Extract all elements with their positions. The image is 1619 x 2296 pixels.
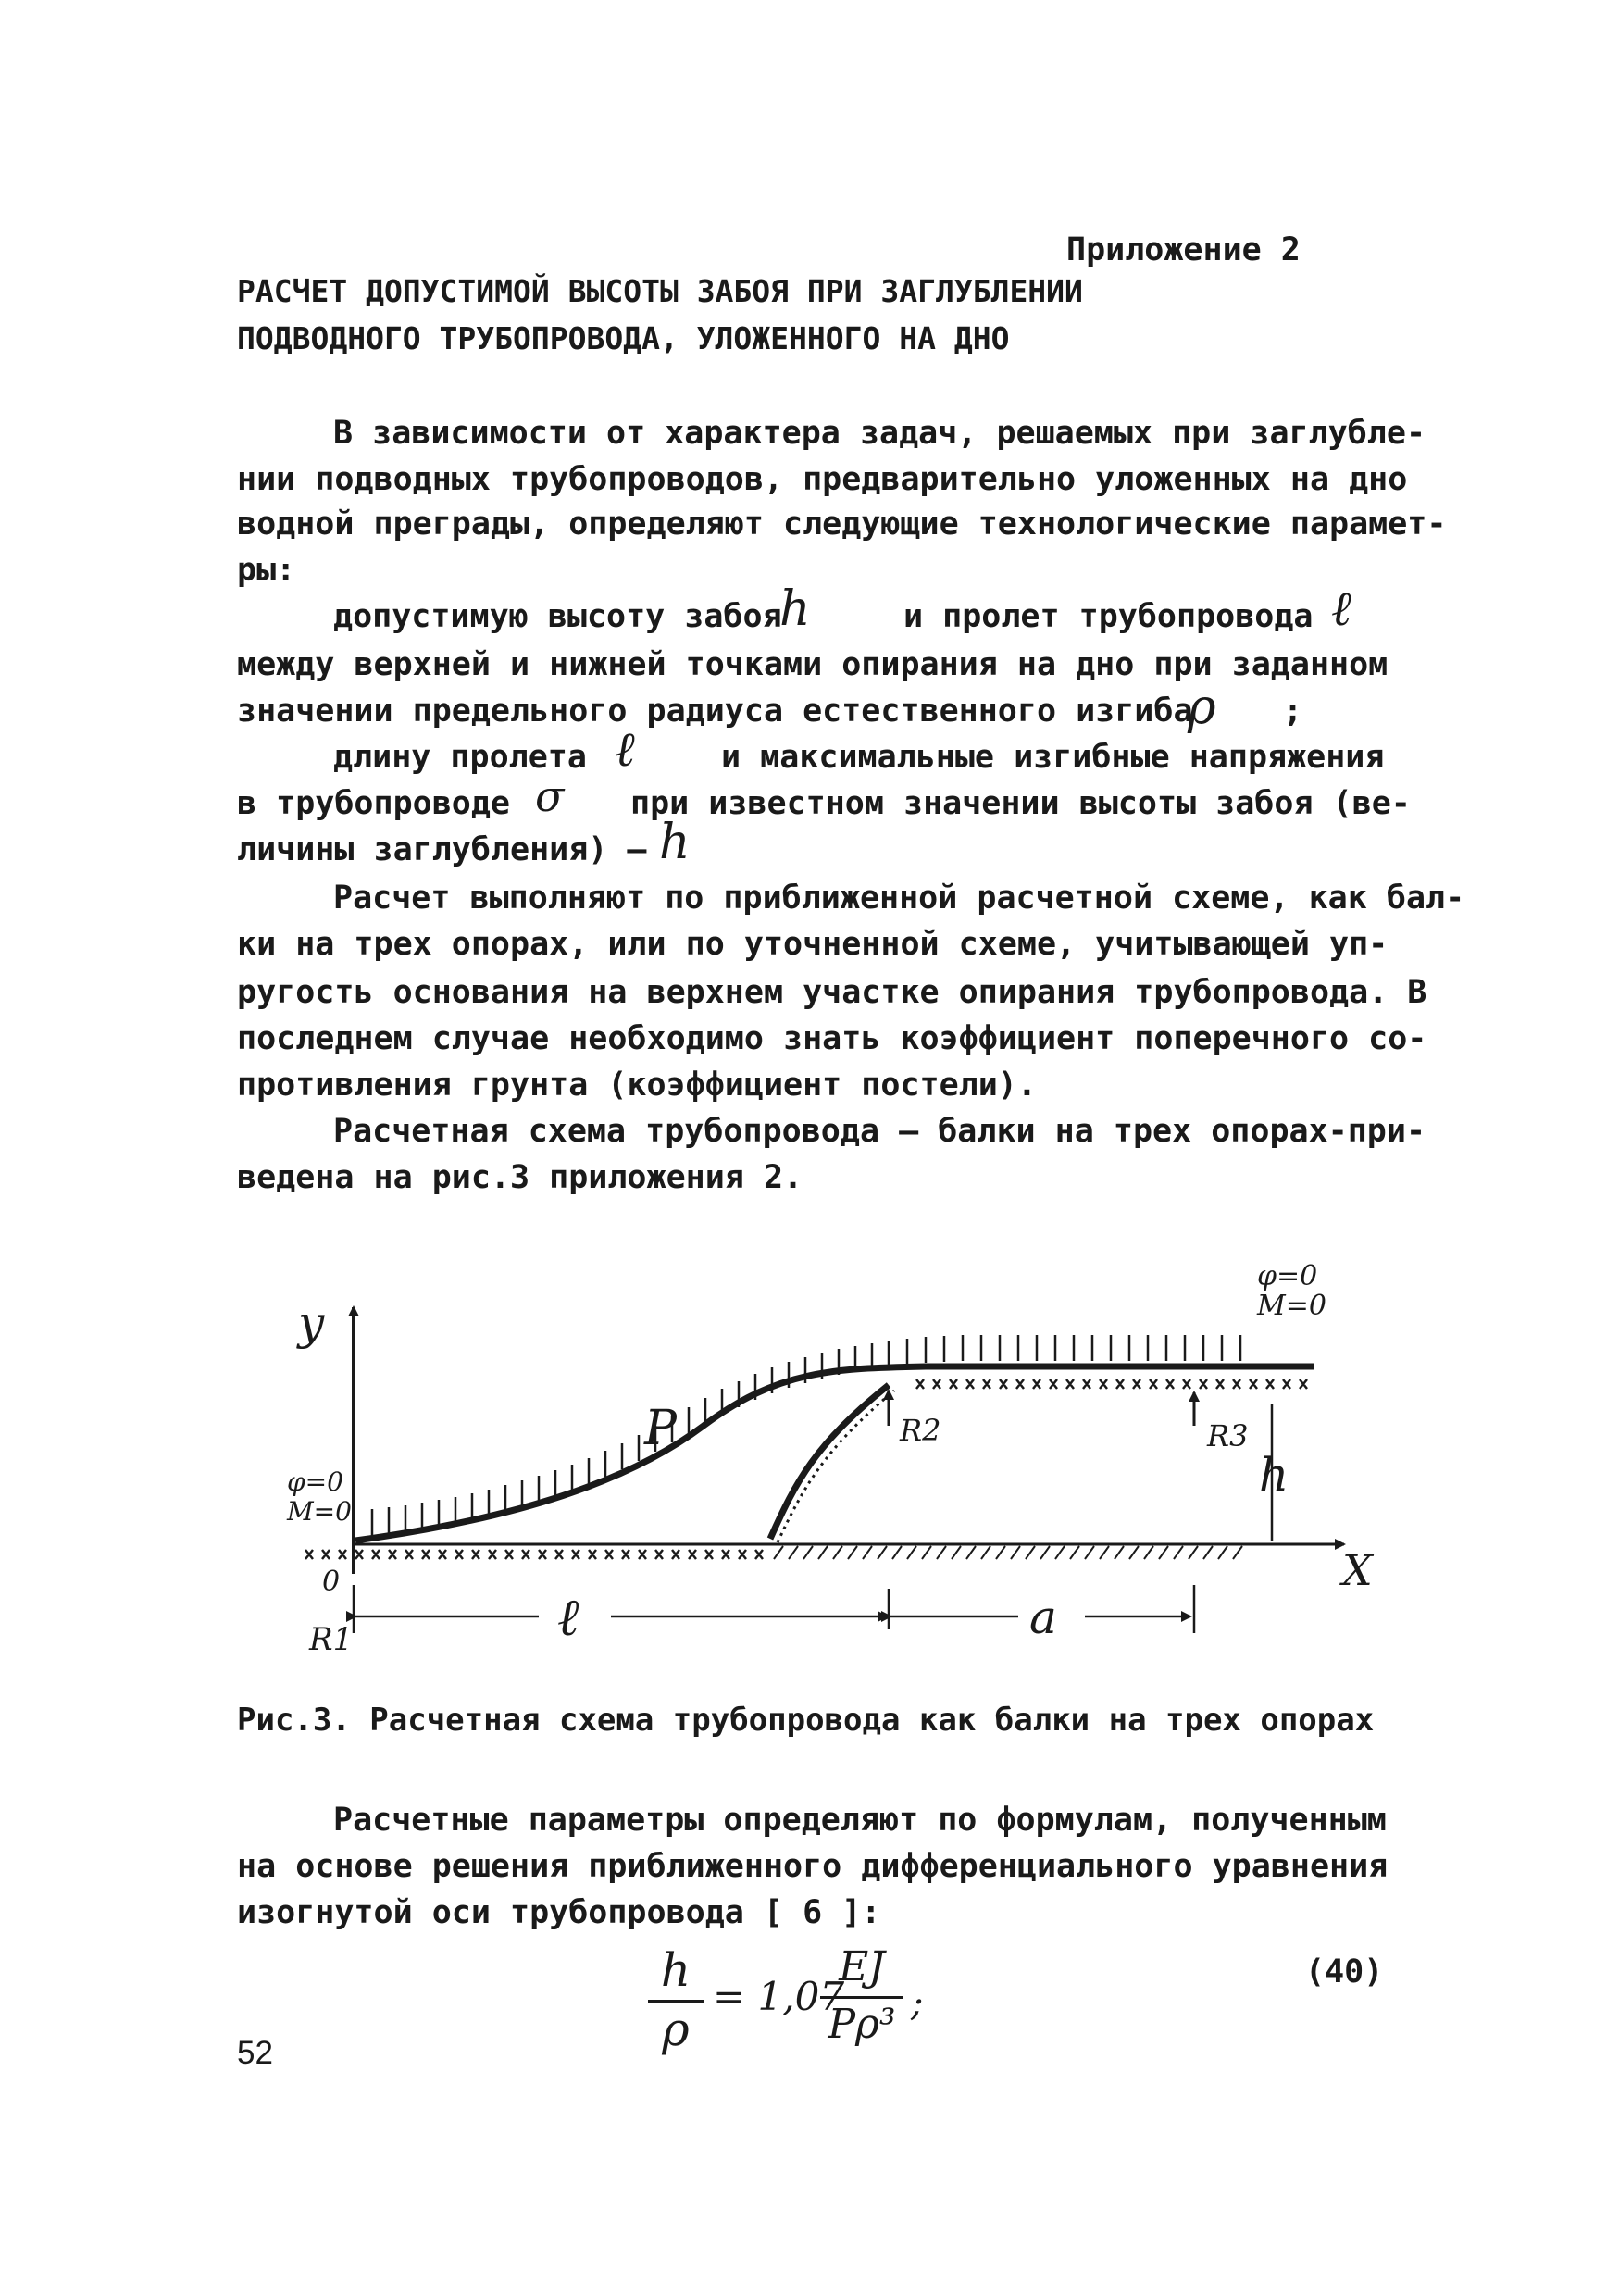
item2-text-b2: при известном значении высоты забоя (ве-	[630, 785, 1411, 822]
formula-terminator: ;	[911, 1982, 924, 2025]
intro-line-4: ры:	[237, 552, 296, 589]
title-line-1: РАСЧЕТ ДОПУСТИМОЙ ВЫСОТЫ ЗАБОЯ ПРИ ЗАГЛУБЛЕНИИ	[237, 273, 1083, 309]
y-axis-label: y	[298, 1296, 325, 1350]
right-bc-phi: φ=0	[1257, 1260, 1318, 1292]
intro-line-1: В зависимости от характера задач, решаемых при заглубле-	[333, 415, 1426, 452]
item1-line-2: между верхней и нижней точками опирания на дно при заданном	[237, 646, 1389, 683]
item1-text-b2: ;	[1283, 693, 1303, 730]
left-bc-m: M=0	[287, 1496, 352, 1527]
item2-symbol-l: ℓ	[615, 722, 635, 778]
reaction-r2-label: R2	[900, 1413, 941, 1448]
pipeline-curve	[355, 1366, 1314, 1541]
item1-text-b1: значении предельного радиуса естественного изгиба	[237, 693, 1193, 730]
depth-h-label: h	[1259, 1448, 1289, 1502]
item1-text-a1: допустимую высоту забоя	[333, 598, 782, 635]
calc-line-1: Расчет выполняют по приближенной расчетной схеме, как бал-	[333, 880, 1465, 917]
item2-symbol-h: h	[659, 815, 691, 870]
item1-symbol-h: h	[779, 581, 811, 637]
calc-line-2: ки на трех опорах, или по уточненной схеме, учитывающей уп-	[237, 926, 1389, 963]
formula-rhs-numerator: EJ	[839, 1943, 885, 1990]
formulas-line-1: Расчетные параметры определяют по формулам, полученным	[333, 1802, 1387, 1839]
figure-caption: Рис.3. Расчетная схема трубопровода как балки на трех опорах	[237, 1702, 1375, 1739]
reaction-r3-label: R3	[1207, 1418, 1249, 1454]
seabed-soil-hatching	[305, 1550, 763, 1559]
left-bc-phi: φ=0	[287, 1466, 343, 1497]
origin-label: 0	[322, 1566, 341, 1598]
span-l-label: ℓ	[557, 1588, 579, 1648]
formula-coefficient: = 1,07	[713, 1974, 845, 2019]
seabed-hatching-right	[774, 1546, 1242, 1559]
page-number: 52	[237, 2035, 273, 2071]
scheme-line-2: ведена на рис.3 приложения 2.	[237, 1159, 803, 1196]
item1-text-a2: и пролет трубопровода	[903, 598, 1314, 635]
item1-symbol-rho: ρ	[1188, 680, 1216, 735]
formula-lhs-denominator: ρ	[662, 2003, 690, 2056]
item2-text-a1: длину пролета	[333, 739, 587, 776]
intro-line-3: водной преграды, определяют следующие технологические парамет-	[237, 505, 1447, 543]
formula-lhs-numerator: h	[660, 1943, 691, 1997]
title-line-2: ПОДВОДНОГО ТРУБОПРОВОДА, УЛОЖЕННОГО НА ДНО	[237, 320, 1010, 356]
calc-line-3: ругость основания на верхнем участке опирания трубопровода. В	[237, 974, 1427, 1011]
item2-text-c1: личины заглубления) –	[237, 831, 647, 868]
item2-symbol-sigma: σ	[535, 771, 565, 821]
formulas-line-2: на основе решения приближенного дифференциального уравнения	[237, 1848, 1389, 1885]
upper-bank-hatching	[916, 1379, 1307, 1389]
calc-line-5: противления грунта (коэффициент постели).	[237, 1067, 1037, 1104]
scheme-line-1: Расчетная схема трубопровода – балки на трех опорах-при-	[333, 1113, 1426, 1150]
item1-symbol-l: ℓ	[1331, 581, 1351, 637]
formula-number: (40)	[1305, 1953, 1384, 1990]
load-label-p: P	[644, 1401, 677, 1456]
right-bc-m: M=0	[1257, 1290, 1326, 1322]
item2-text-b1: в трубопроводе	[237, 785, 511, 822]
x-axis-label: X	[1342, 1545, 1373, 1595]
trench-slope	[770, 1385, 889, 1539]
span-a-label: a	[1029, 1591, 1057, 1644]
reaction-r1-label: R1	[309, 1621, 354, 1658]
formulas-line-3: изогнутой оси трубопровода [ 6 ]:	[237, 1894, 881, 1931]
trench-slope-hatching	[778, 1391, 894, 1542]
formula-rhs-denominator: Pρ³	[828, 2001, 896, 2048]
formula-rhs-fraction-bar	[820, 1996, 903, 1999]
intro-line-2: нии подводных трубопроводов, предварительно уложенных на дно	[237, 461, 1408, 498]
item2-text-a2: и максимальные изгибные напряжения	[721, 739, 1385, 776]
calc-line-4: последнем случае необходимо знать коэффициент поперечного со-	[237, 1020, 1427, 1057]
appendix-label: Приложение 2	[1066, 231, 1301, 268]
